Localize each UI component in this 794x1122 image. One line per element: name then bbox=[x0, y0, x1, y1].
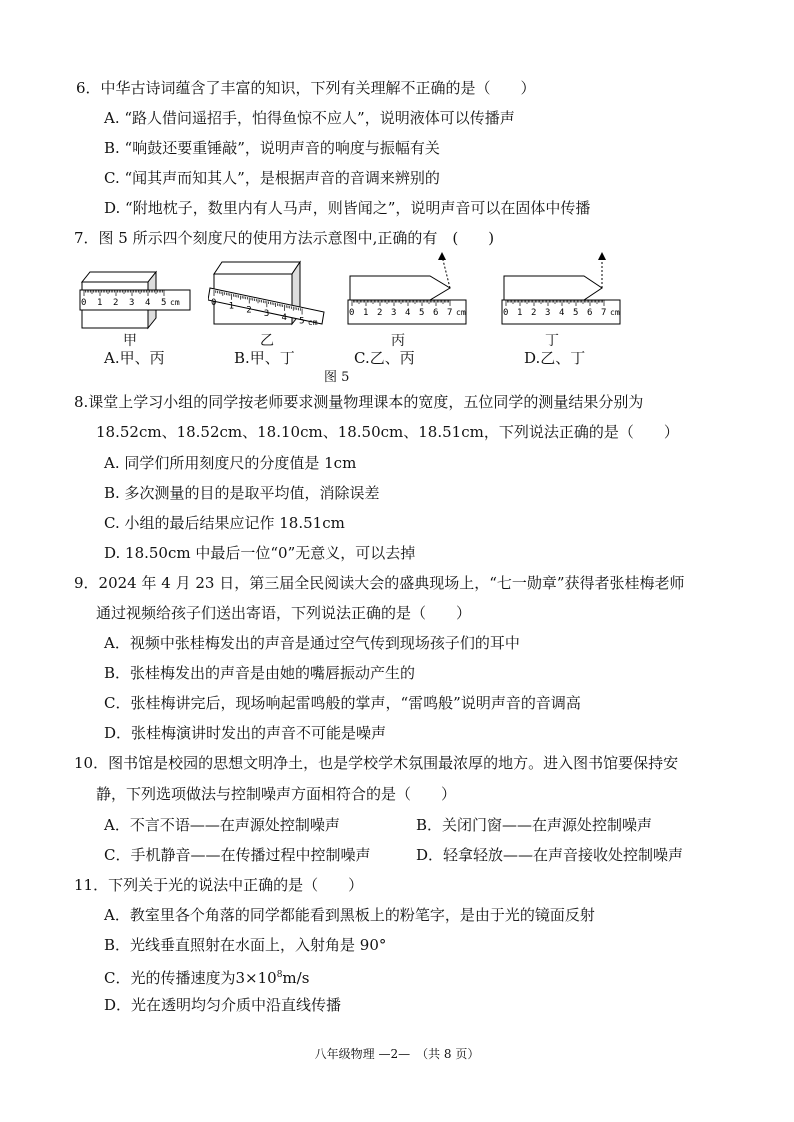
ruler-bing-tick-label: 2 bbox=[377, 308, 383, 318]
ruler-yi-tick-label: 0 bbox=[211, 298, 217, 308]
ruler-yi-tick-label: 5 bbox=[299, 316, 305, 327]
ruler-ding-tick-label: 1 bbox=[517, 308, 523, 318]
ruler-bing-tick-label: 7 bbox=[447, 308, 453, 318]
ruler-ding-tick-label: 2 bbox=[531, 308, 537, 318]
ruler-ding-unit: cm bbox=[610, 308, 620, 317]
ruler-diagram-yi bbox=[208, 252, 348, 347]
q10-option-d: D．轻拿轻放——在声音接收处控制噪声 bbox=[416, 846, 684, 864]
ruler-diagram-ding bbox=[500, 252, 640, 347]
ruler-jia-tick-label: 3 bbox=[129, 298, 135, 308]
q7-option-d: D.乙、丁 bbox=[524, 349, 586, 367]
ruler-yi-tick-label: 2 bbox=[246, 305, 252, 316]
q11-stem: 11．下列关于光的说法中正确的是（ ） bbox=[74, 876, 364, 894]
q11-option-c-unit: m/s bbox=[282, 969, 310, 987]
q11-option-b: B．光线垂直照射在水面上，入射角是 90° bbox=[104, 936, 387, 954]
q6-option-b: B. “响鼓还要重锤敲”，说明声音的响度与振幅有关 bbox=[104, 139, 440, 157]
ruler-diagram-bing bbox=[346, 252, 486, 347]
q8-stem-line2: 18.52cm、18.52cm、18.10cm、18.50cm、18.51cm，下列说法正确的是（ ） bbox=[96, 423, 679, 441]
q11-option-a: A．教室里各个角落的同学都能看到黑板上的粉笔字，是由于光的镜面反射 bbox=[104, 906, 595, 924]
ruler-bing-tick-label: 5 bbox=[419, 308, 425, 318]
figure-5-rulers bbox=[78, 252, 638, 347]
q11-option-c-exp: 8 bbox=[276, 970, 283, 980]
figure-bing bbox=[346, 252, 486, 347]
q11-option-c-value: 3×10 bbox=[235, 969, 277, 987]
q8-option-a: A. 同学们所用刻度尺的分度值是 1cm bbox=[104, 454, 357, 472]
q10-option-b: B．关闭门窗——在声源处控制噪声 bbox=[416, 816, 653, 834]
q9-option-c: C．张桂梅讲完后，现场响起雷鸣般的掌声，“雷鸣般”说明声音的音调高 bbox=[104, 694, 581, 712]
q7-option-a: A.甲、丙 bbox=[104, 349, 165, 367]
ruler-bing-tick-label: 4 bbox=[405, 308, 411, 318]
q9-option-b: B．张桂梅发出的声音是由她的嘴唇振动产生的 bbox=[104, 664, 416, 682]
ruler-diagram-jia bbox=[78, 252, 218, 347]
fig-label-bing: 丙 bbox=[391, 333, 405, 349]
ruler-jia-tick-label: 1 bbox=[97, 298, 103, 308]
ruler-bing-unit: cm bbox=[456, 308, 466, 317]
q6-stem: 6．中华古诗词蕴含了丰富的知识，下列有关理解不正确的是（ ） bbox=[76, 79, 536, 97]
q10-stem-line2: 静，下列选项做法与控制噪声方面相符合的是（ ） bbox=[96, 785, 457, 803]
ruler-bing-tick-label: 0 bbox=[349, 308, 355, 318]
q9-option-d: D．张桂梅演讲时发出的声音不可能是噪声 bbox=[104, 724, 387, 742]
figure-yi bbox=[208, 252, 348, 347]
ruler-jia-tick-label: 4 bbox=[145, 298, 151, 308]
fig-label-ding: 丁 bbox=[545, 333, 559, 349]
ruler-jia-tick-label: 0 bbox=[81, 298, 87, 308]
q10-stem-line1: 10．图书馆是校园的思想文明净土，也是学校学术氛围最浓厚的地方。进入图书馆要保持安 bbox=[74, 754, 679, 772]
q10-option-c: C．手机静音——在传播过程中控制噪声 bbox=[104, 846, 371, 864]
ruler-jia-unit: cm bbox=[170, 298, 180, 307]
q8-stem-line1: 8.课堂上学习小组的同学按老师要求测量物理课本的宽度，五位同学的测量结果分别为 bbox=[74, 393, 644, 411]
q11-option-c bbox=[104, 965, 309, 988]
ruler-ding-tick-label: 7 bbox=[601, 308, 607, 318]
q9-option-a: A．视频中张桂梅发出的声音是通过空气传到现场孩子们的耳中 bbox=[104, 634, 520, 652]
ruler-bing-tick-label: 6 bbox=[433, 308, 439, 318]
q9-stem-line2: 通过视频给孩子们送出寄语，下列说法正确的是（ ） bbox=[96, 604, 472, 622]
q9-stem-line1: 9．2024 年 4 月 23 日，第三届全民阅读大会的盛典现场上，“七一勋章”获得者张桂梅老师 bbox=[74, 574, 685, 592]
fig-label-jia: 甲 bbox=[123, 333, 137, 349]
q11-option-d: D．光在透明均匀介质中沿直线传播 bbox=[104, 996, 342, 1014]
ruler-jia-tick-label: 5 bbox=[161, 298, 167, 308]
ruler-ding-tick-label: 3 bbox=[545, 308, 551, 318]
q6-option-a: A. “路人借问遥招手，怕得鱼惊不应人”，说明液体可以传播声 bbox=[104, 109, 515, 127]
q8-option-b: B. 多次测量的目的是取平均值，消除误差 bbox=[104, 484, 380, 502]
page-footer: 八年级物理 —2— （共 8 页） bbox=[314, 1047, 480, 1061]
ruler-ding-tick-label: 6 bbox=[587, 308, 593, 318]
q11-option-c-prefix: C．光的传播速度为 bbox=[104, 969, 236, 987]
q6-option-d: D. “附地枕子，数里内有人马声，则皆闻之”，说明声音可以在固体中传播 bbox=[104, 199, 591, 217]
ruler-yi-tick-label: 3 bbox=[263, 309, 270, 320]
ruler-ding-tick-label: 0 bbox=[503, 308, 509, 318]
q7-option-b: B.甲、丁 bbox=[234, 349, 295, 367]
q10-option-a: A．不言不语——在声源处控制噪声 bbox=[104, 816, 340, 834]
fig-label-yi: 乙 bbox=[260, 333, 274, 349]
ruler-bing-tick-label: 3 bbox=[391, 308, 397, 318]
q6-option-c: C. “闻其声而知其人”，是根据声音的音调来辨别的 bbox=[104, 169, 440, 187]
ruler-bing-tick-label: 1 bbox=[363, 308, 369, 318]
ruler-yi-unit: cm bbox=[307, 317, 318, 327]
ruler-ding-tick-label: 4 bbox=[559, 308, 565, 318]
ruler-yi-tick-label: 4 bbox=[281, 312, 287, 323]
figure-caption: 图 5 bbox=[324, 370, 350, 385]
ruler-yi-tick-label: 1 bbox=[228, 301, 235, 312]
q7-stem: 7．图 5 所示四个刻度尺的使用方法示意图中,正确的有 ( ) bbox=[74, 229, 495, 247]
q8-option-c: C. 小组的最后结果应记作 18.51cm bbox=[104, 514, 345, 532]
figure-jia bbox=[78, 252, 218, 347]
ruler-jia-tick-label: 2 bbox=[113, 298, 119, 308]
ruler-ding-tick-label: 5 bbox=[573, 308, 579, 318]
q8-option-d: D. 18.50cm 中最后一位“0”无意义，可以去掉 bbox=[104, 544, 416, 562]
q7-option-c: C.乙、丙 bbox=[354, 349, 415, 367]
figure-ding bbox=[500, 252, 640, 347]
